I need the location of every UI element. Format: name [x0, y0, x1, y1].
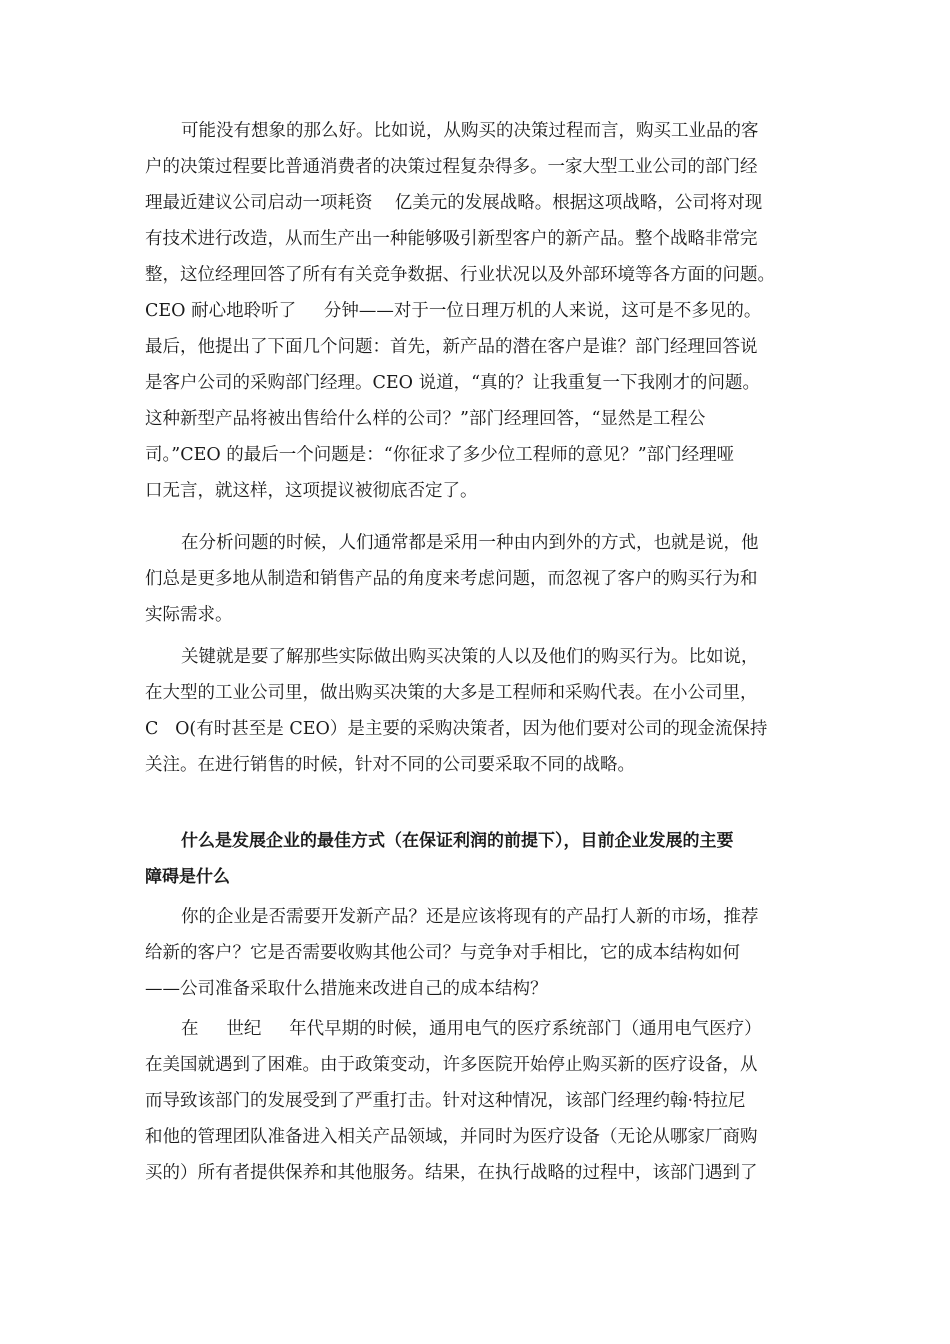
paragraph-2-line-3: 实际需求。 [145, 605, 233, 625]
paragraph-1-line-2: 户的决策过程要比普通消费者的决策过程复杂得多。一家大型工业公司的部门经 [145, 157, 758, 177]
section-heading-line-1: 什么是发展企业的最佳方式（在保证利润的前提下），目前企业发展的主要 [181, 831, 734, 851]
paragraph-3-line-3: C O(有时甚至是 CEO）是主要的采购决策者，因为他们要对公司的现金流保持 [145, 719, 768, 739]
paragraph-1-line-9: 这种新型产品将被出售给什么样的公司？”部门经理回答，“显然是工程公 [145, 409, 706, 429]
paragraph-3-line-2: 在大型的工业公司里，做出购买决策的大多是工程师和采购代表。在小公司里， [145, 683, 758, 703]
paragraph-4-line-1: 你的企业是否需要开发新产品？还是应该将现有的产品打人新的市场，推荐 [181, 907, 759, 927]
paragraph-1-line-11: 口无言，就这样，这项提议被彻底否定了。 [145, 481, 478, 501]
paragraph-1-line-6: CEO 耐心地聆听了 分钟——对于一位日理万机的人来说，这可是不多见的。 [145, 301, 762, 321]
paragraph-4-line-3: ——公司准备采取什么措施来改进自己的成本结构？ [145, 979, 548, 999]
paragraph-1-line-4: 有技术进行改造，从而生产出一种能够吸引新型客户的新产品。整个战略非常完 [145, 229, 758, 249]
paragraph-5-line-2: 在美国就遇到了困难。由于政策变动，许多医院开始停止购买新的医疗设备，从 [145, 1055, 758, 1075]
section-heading-line-2: 障碍是什么 [145, 867, 230, 887]
paragraph-1-line-1: 可能没有想象的那么好。比如说，从购买的决策过程而言，购买工业品的客 [181, 121, 759, 141]
paragraph-1-line-5: 整，这位经理回答了所有有关竞争数据、行业状况以及外部环境等各方面的问题。 [145, 265, 775, 285]
paragraph-2-line-2: 们总是更多地从制造和销售产品的角度来考虑问题，而忽视了客户的购买行为和 [145, 569, 758, 589]
paragraph-5-line-1: 在 世纪 年代早期的时候，通用电气的医疗系统部门（通用电气医疗） [181, 1019, 762, 1039]
paragraph-1-line-8: 是客户公司的采购部门经理。CEO 说道，“真的？让我重复一下我刚才的问题。 [145, 373, 761, 393]
paragraph-3-line-4: 关注。在进行销售的时候，针对不同的公司要采取不同的战略。 [145, 755, 635, 775]
paragraph-4-line-2: 给新的客户？它是否需要收购其他公司？与竞争对手相比，它的成本结构如何 [145, 943, 740, 963]
paragraph-1-line-7: 最后，他提出了下面几个问题：首先，新产品的潜在客户是谁？部门经理回答说 [145, 337, 758, 357]
paragraph-3-line-1: 关键就是要了解那些实际做出购买决策的人以及他们的购买行为。比如说， [181, 647, 759, 667]
paragraph-2-line-1: 在分析问题的时候，人们通常都是采用一种由内到外的方式，也就是说，他 [181, 533, 759, 553]
paragraph-5-line-5: 买的）所有者提供保养和其他服务。结果，在执行战略的过程中，该部门遇到了 [145, 1163, 758, 1183]
paragraph-5-line-3: 而导致该部门的发展受到了严重打击。针对这种情况，该部门经理约翰·特拉尼 [145, 1091, 746, 1111]
paragraph-1-line-10: 司。”CEO 的最后一个问题是：“你征求了多少位工程师的意见？”部门经理哑 [145, 445, 735, 465]
paragraph-5-line-4: 和他的管理团队准备进入相关产品领域，并同时为医疗设备（无论从哪家厂商购 [145, 1127, 758, 1147]
paragraph-1-line-3: 理最近建议公司启动一项耗资 亿美元的发展战略。根据这项战略，公司将对现 [145, 193, 763, 213]
